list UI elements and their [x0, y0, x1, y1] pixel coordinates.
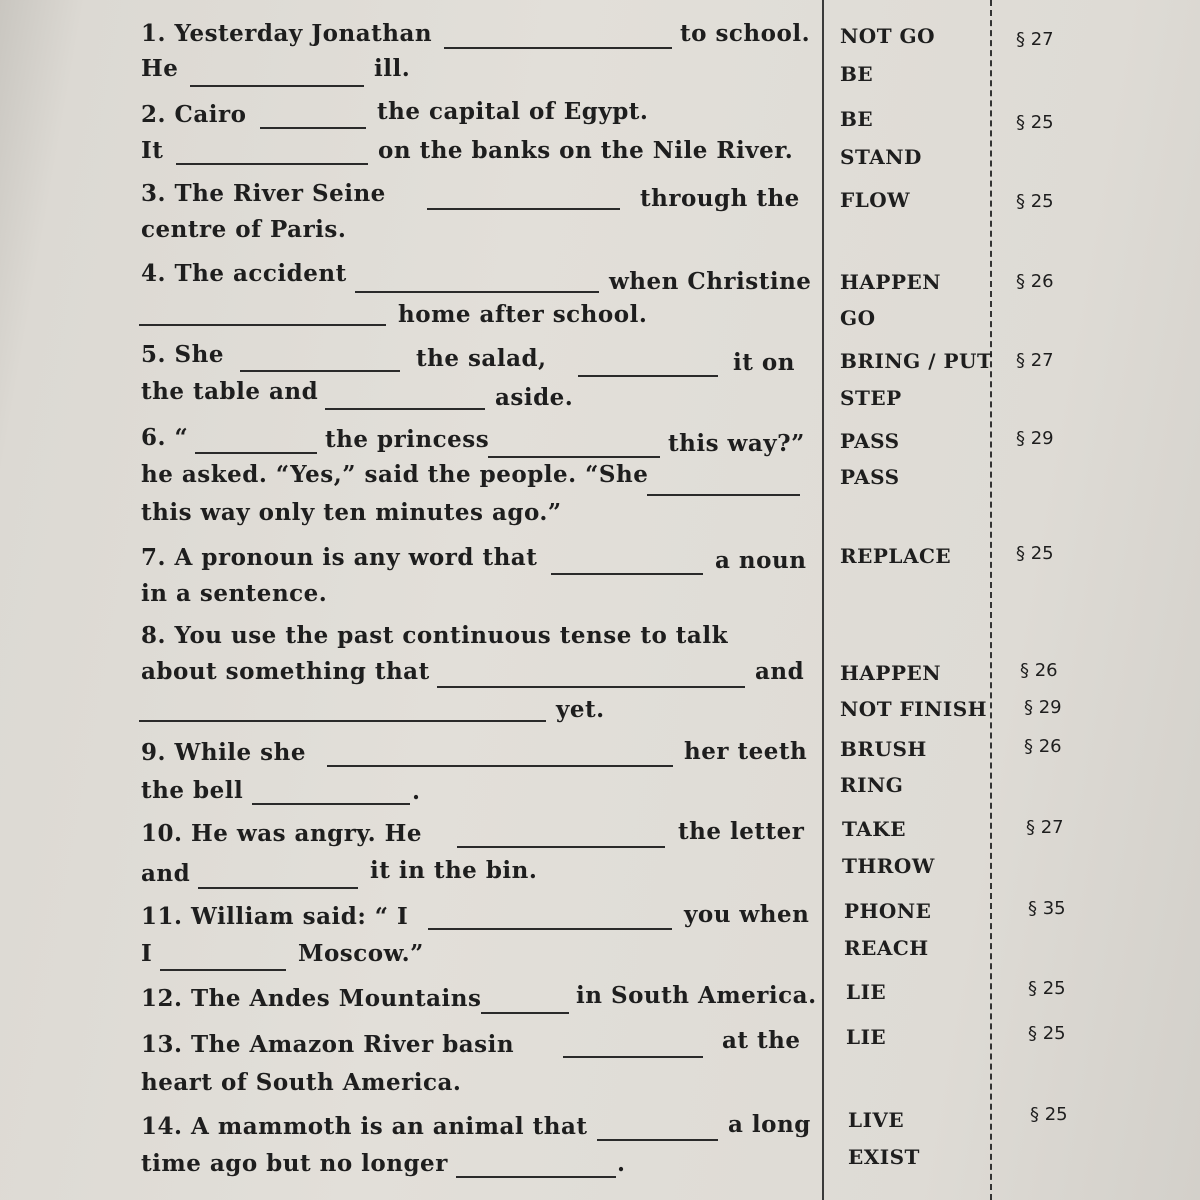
- exercise-10-blank-1[interactable]: [457, 846, 665, 848]
- grammar-ref: § 29: [1016, 428, 1054, 449]
- grammar-ref: § 25: [1016, 112, 1054, 133]
- exercise-13-text-a: 13. The Amazon River basin: [141, 1031, 515, 1058]
- grammar-ref: § 27: [1016, 350, 1054, 371]
- exercise-11-text-a: 11. William said: “ I: [141, 903, 409, 930]
- exercise-1-text-b: to school.: [680, 20, 811, 47]
- exercise-14-text-c: time ago but no longer: [141, 1150, 448, 1177]
- verb-hint: EXIST: [848, 1145, 920, 1169]
- exercise-9-text-b: her teeth: [684, 738, 808, 765]
- exercise-14-blank-1[interactable]: [597, 1139, 718, 1141]
- verb-hint: HAPPEN: [840, 661, 942, 685]
- exercise-5-text-a: 5. She: [141, 341, 224, 368]
- grammar-ref: § 26: [1020, 660, 1058, 681]
- exercise-10-text-a: 10. He was angry. He: [141, 820, 422, 847]
- exercise-5-text-b: the salad,: [416, 345, 547, 372]
- exercise-4-text-b: when Christine: [609, 268, 812, 295]
- exercise-6-blank-1[interactable]: [195, 452, 317, 454]
- exercise-1-text-c: He: [141, 55, 179, 82]
- verb-hint: REPLACE: [840, 544, 952, 568]
- grammar-ref: § 27: [1016, 29, 1054, 50]
- exercise-8-text-c: and: [755, 658, 805, 685]
- exercise-13-text-b: at the: [722, 1027, 801, 1054]
- exercise-11-text-b: you when: [684, 901, 810, 928]
- exercise-6-blank-3[interactable]: [647, 494, 800, 496]
- exercise-14-text-a: 14. A mammoth is an animal that: [141, 1113, 588, 1140]
- verb-hint: RING: [840, 773, 904, 797]
- exercise-14-blank-2[interactable]: [456, 1176, 616, 1178]
- exercise-8-text-d: yet.: [556, 696, 605, 723]
- exercise-3-text-b: through the: [640, 185, 800, 212]
- verb-hint: PASS: [840, 465, 900, 489]
- exercise-9-blank-1[interactable]: [327, 765, 673, 767]
- exercise-9-blank-2[interactable]: [252, 803, 410, 805]
- exercise-14-text-d: .: [617, 1150, 626, 1177]
- exercise-8-text-a: 8. You use the past continuous tense to talk: [141, 622, 729, 649]
- exercise-10-text-b: the letter: [678, 818, 805, 845]
- exercise-9-text-c: the bell: [141, 777, 244, 804]
- exercise-8-blank-2[interactable]: [139, 720, 546, 722]
- exercise-1-text-d: ill.: [374, 55, 411, 82]
- grammar-ref: § 25: [1028, 978, 1066, 999]
- exercise-5-blank-1[interactable]: [240, 370, 400, 372]
- grammar-ref: § 26: [1016, 271, 1054, 292]
- exercise-11-blank-2[interactable]: [160, 969, 286, 971]
- exercise-12-blank-1[interactable]: [481, 1012, 569, 1014]
- verb-hint: STEP: [840, 386, 902, 410]
- exercise-5-text-c: it on: [733, 349, 795, 376]
- exercise-2-text-a: 2. Cairo: [141, 101, 247, 128]
- exercise-3-text-a: 3. The River Seine: [141, 180, 386, 207]
- verb-hint: REACH: [844, 936, 929, 960]
- exercise-13-blank-1[interactable]: [563, 1056, 703, 1058]
- dashed-divider: [990, 0, 992, 1200]
- exercise-14-text-b: a long: [728, 1111, 811, 1138]
- verb-hint: NOT FINISH: [840, 697, 988, 721]
- grammar-ref: § 25: [1016, 191, 1054, 212]
- exercise-7-text-c: in a sentence.: [141, 580, 328, 607]
- exercise-1-text-a: 1. Yesterday Jonathan: [141, 20, 433, 47]
- exercise-5-blank-2[interactable]: [578, 375, 718, 377]
- verb-hint: STAND: [840, 145, 922, 169]
- exercise-9-text-a: 9. While she: [141, 739, 306, 766]
- exercise-1-blank-2[interactable]: [190, 85, 364, 87]
- exercise-4-text-a: 4. The accident: [141, 260, 347, 287]
- exercise-6-text-c: this way?”: [668, 430, 805, 457]
- verb-hint: TAKE: [842, 817, 906, 841]
- exercise-4-blank-2[interactable]: [139, 324, 386, 326]
- grammar-ref: § 35: [1028, 898, 1066, 919]
- verb-hint: THROW: [842, 854, 935, 878]
- grammar-ref: § 29: [1024, 697, 1062, 718]
- exercise-11-text-d: Moscow.”: [298, 940, 424, 967]
- exercise-10-text-d: it in the bin.: [370, 857, 538, 884]
- exercise-2-blank-1[interactable]: [260, 127, 366, 129]
- grammar-ref: § 25: [1028, 1023, 1066, 1044]
- verb-hint: BE: [840, 107, 874, 131]
- exercise-5-text-e: aside.: [495, 384, 574, 411]
- grammar-ref: § 26: [1024, 736, 1062, 757]
- exercise-10-blank-2[interactable]: [198, 887, 358, 889]
- exercise-11-blank-1[interactable]: [428, 928, 672, 930]
- verb-hint: PHONE: [844, 899, 932, 923]
- grammar-ref: § 25: [1030, 1104, 1068, 1125]
- exercise-7-text-a: 7. A pronoun is any word that: [141, 544, 538, 571]
- exercise-12-text-a: 12. The Andes Mountains: [141, 985, 482, 1012]
- exercise-4-blank-1[interactable]: [355, 291, 599, 293]
- exercise-1-blank-1[interactable]: [444, 47, 672, 49]
- grammar-ref: § 27: [1026, 817, 1064, 838]
- exercise-11-text-c: I: [141, 940, 153, 967]
- exercise-9-text-d: .: [412, 778, 421, 805]
- exercise-7-text-b: a noun: [715, 547, 807, 574]
- verb-hint: PASS: [840, 429, 900, 453]
- exercise-5-text-d: the table and: [141, 378, 319, 405]
- exercise-2-blank-2[interactable]: [176, 163, 368, 165]
- verb-hint: FLOW: [840, 188, 911, 212]
- exercise-2-text-d: on the banks on the Nile River.: [378, 137, 794, 164]
- exercise-8-text-b: about something that: [141, 658, 430, 685]
- exercise-12-text-b: in South America.: [576, 982, 817, 1009]
- exercise-6-text-e: this way only ten minutes ago.”: [141, 499, 562, 526]
- verb-hint: NOT GO: [840, 24, 936, 48]
- exercise-2-text-b: the capital of Egypt.: [377, 98, 649, 125]
- verb-hint: BRUSH: [840, 737, 927, 761]
- exercise-6-text-d: he asked. “Yes,” said the people. “She: [141, 461, 649, 488]
- exercise-7-blank-1[interactable]: [551, 573, 703, 575]
- exercise-3-blank-1[interactable]: [427, 208, 620, 210]
- column-divider: [822, 0, 824, 1200]
- verb-hint: LIE: [846, 1025, 887, 1049]
- verb-hint: LIVE: [848, 1108, 905, 1132]
- exercise-4-text-c: home after school.: [398, 301, 648, 328]
- exercise-10-text-c: and: [141, 860, 191, 887]
- exercise-2-text-c: It: [141, 137, 164, 164]
- exercise-13-text-c: heart of South America.: [141, 1069, 462, 1096]
- exercise-6-blank-2[interactable]: [488, 456, 660, 458]
- exercise-3-text-c: centre of Paris.: [141, 216, 347, 243]
- grammar-ref: § 25: [1016, 543, 1054, 564]
- verb-hint: LIE: [846, 980, 887, 1004]
- exercise-6-text-a: 6. “: [141, 424, 189, 451]
- verb-hint: BRING / PUT: [840, 349, 993, 373]
- exercise-6-text-b: the princess: [325, 426, 490, 453]
- exercise-5-blank-3[interactable]: [325, 408, 485, 410]
- exercise-8-blank-1[interactable]: [437, 686, 745, 688]
- verb-hint: BE: [840, 62, 874, 86]
- verb-hint: GO: [840, 306, 876, 330]
- verb-hint: HAPPEN: [840, 270, 942, 294]
